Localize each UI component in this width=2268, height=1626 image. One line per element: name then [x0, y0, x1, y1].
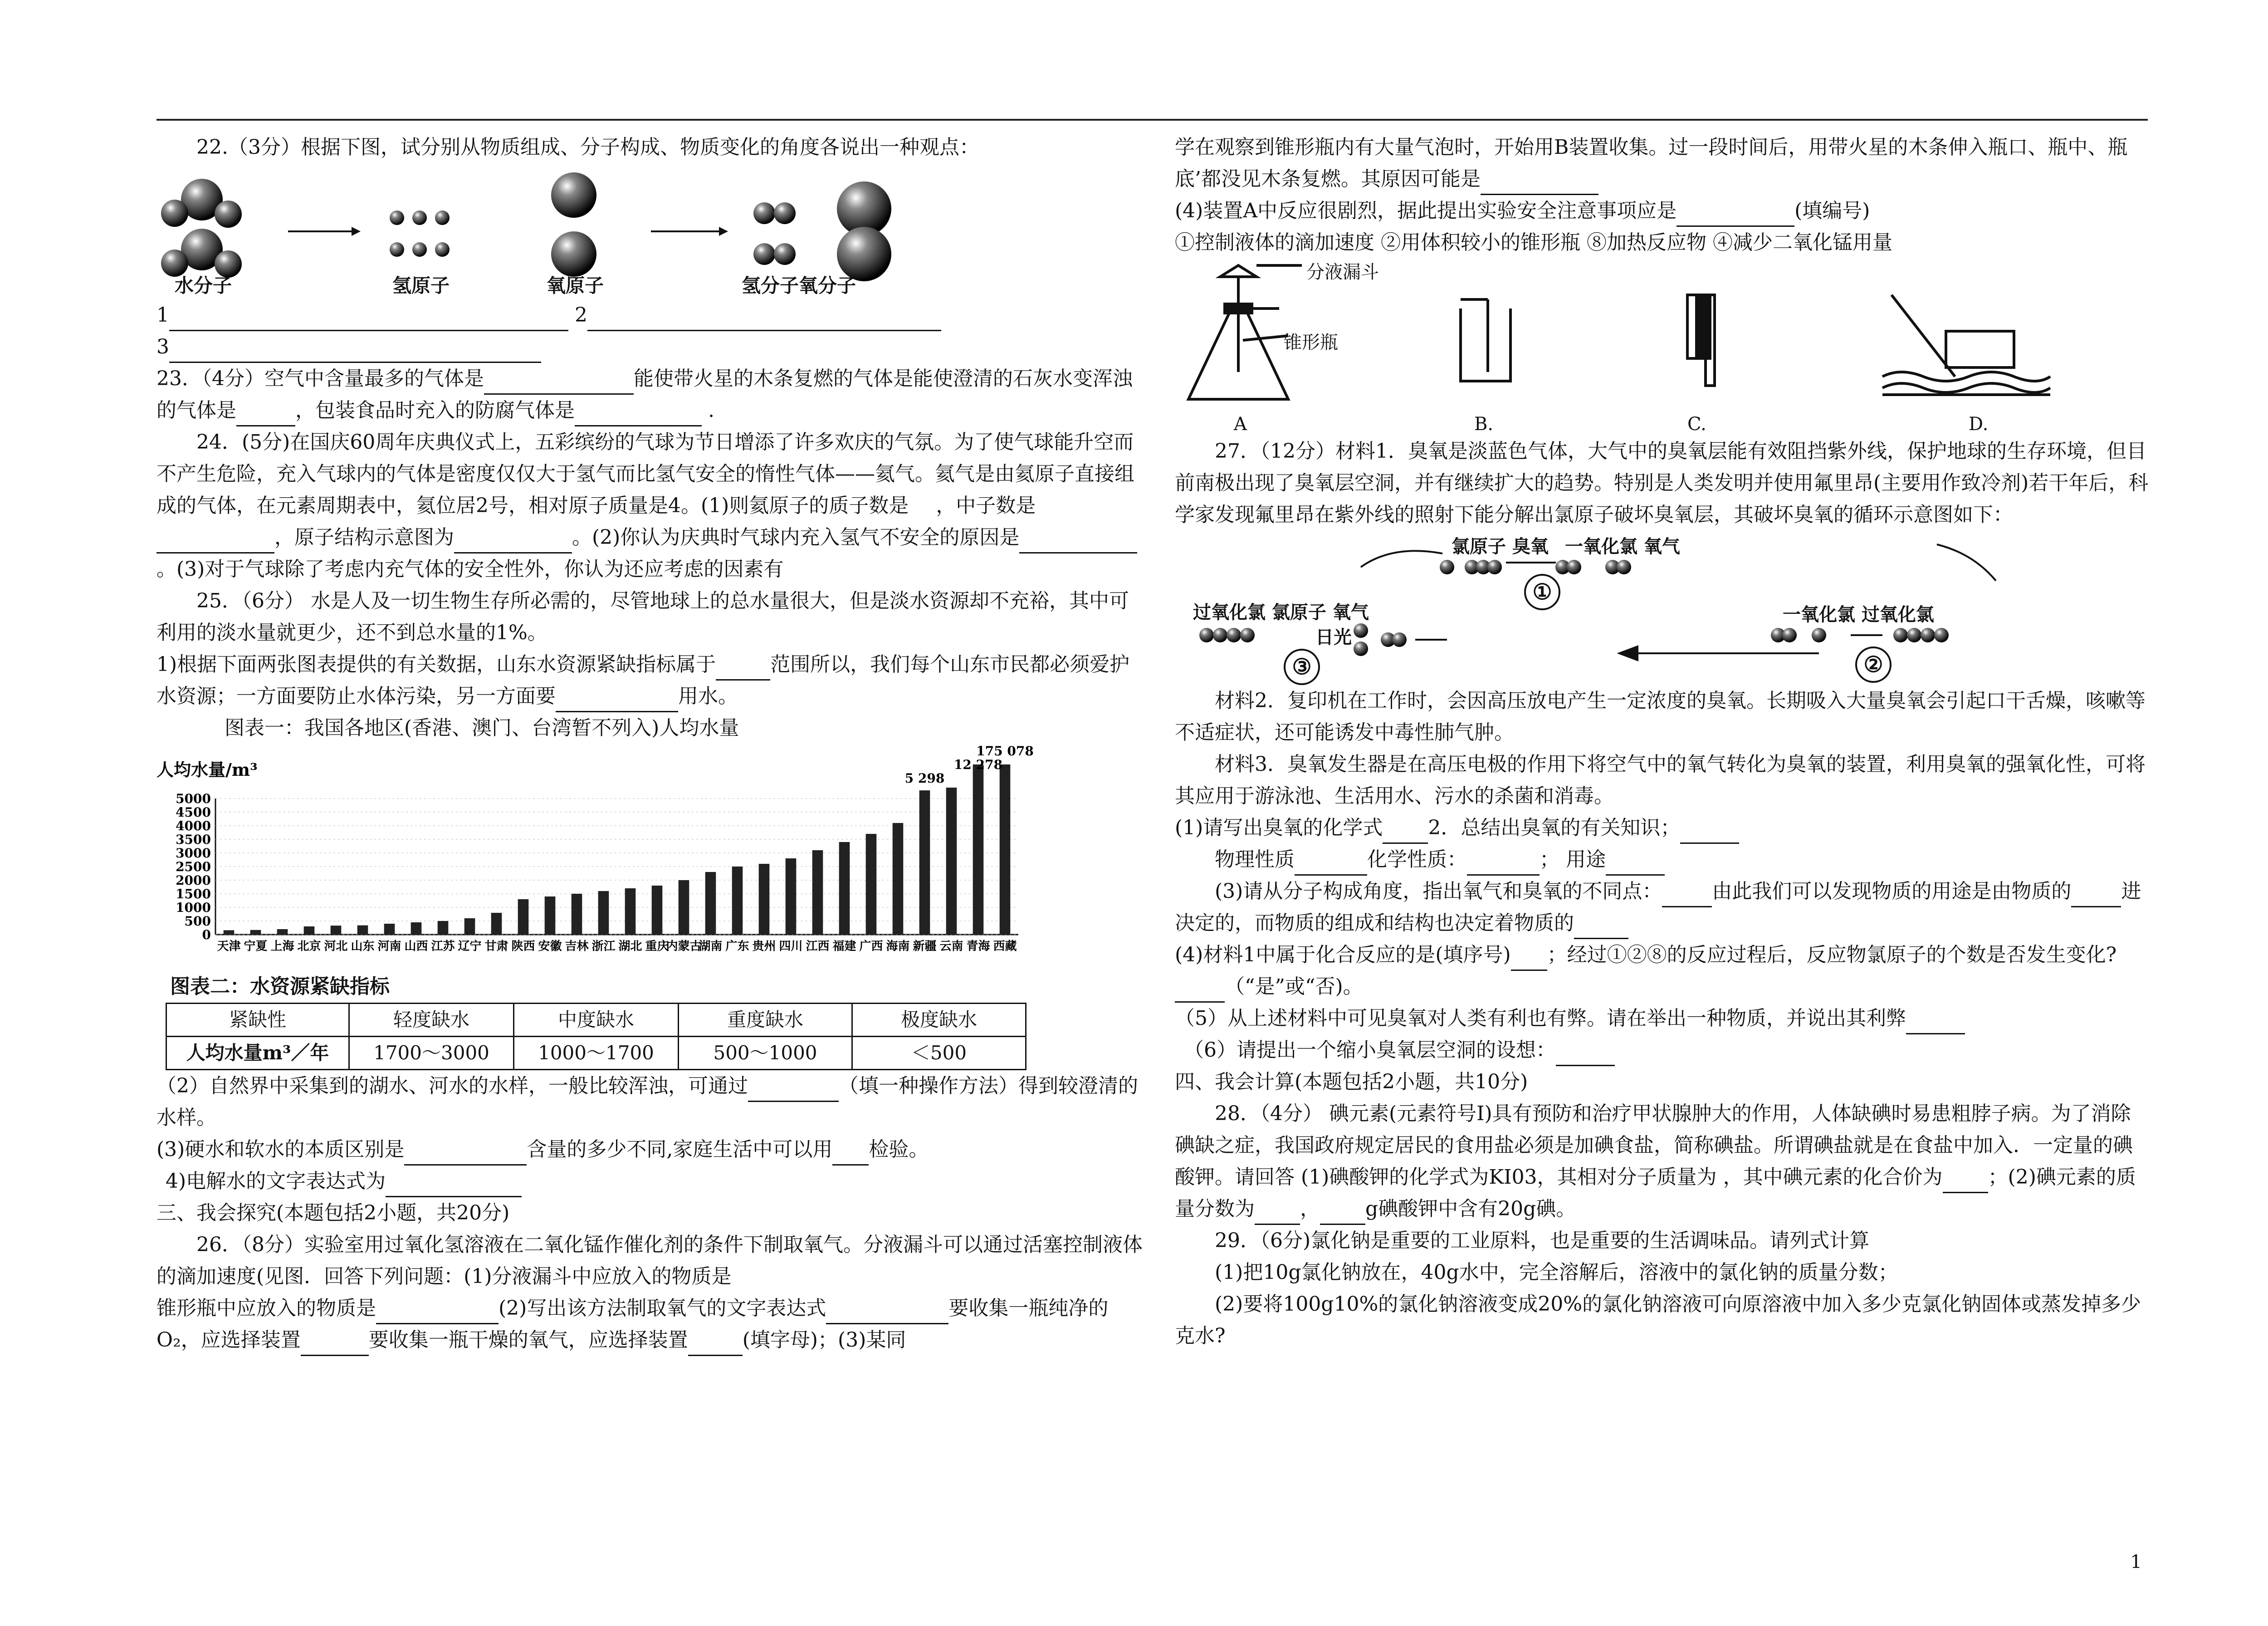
q27-blank-10[interactable] — [1175, 978, 1225, 1003]
q25-part2: （2）自然界中采集到的湖水、河水的水样，一般比较浑浊，可通过 （填一种操作方法）得到较澄清的水样。 — [156, 1074, 1138, 1129]
q24: 24．(5分)在国庆60周年庆典仪式上，五彩缤纷的气球为节日增添了许多欢庆的气氛。为了使气球能升空而不产生危险，充入气球内的气体是密度仅仅大于氢气而比氢气安全的惰性气体——氦气。氦气是由氦原子直接组成的气体，在元素周期表中，氦位居2号，相对原子质量是4。(1)则氦原子的质子数是 ，中子数是，原子结构示意图为 。(2)你认为庆典时气球内充入氢气不安全的原因是。(3)对于气球除了考虑内充气体的安全性外，你认为还应考虑的因素有 — [156, 426, 1143, 585]
water-per-capita-chart — [156, 744, 1041, 971]
q27-q4: (4)材料1中属于化合反应的是(填序号) ；经过①②⑧的反应过程后，反应物氯原子的个数是否发生变化?（“是”或“否)。 — [1175, 939, 2150, 1003]
bar — [411, 922, 422, 935]
x-tick-label: 上海 — [270, 940, 294, 953]
water-molecule-1 — [161, 179, 242, 228]
table-header: 轻度缺水 — [349, 1004, 514, 1037]
bar — [973, 764, 984, 935]
bar — [679, 880, 689, 935]
q23-blank-1[interactable] — [484, 370, 634, 395]
bar — [786, 858, 797, 935]
table-cell: 500～1000 — [679, 1037, 852, 1070]
x-tick-label: 福建 — [832, 940, 856, 953]
molecule-diagram — [156, 163, 1143, 299]
y-tick-label: 500 — [184, 914, 211, 929]
x-tick-label: 海南 — [886, 940, 910, 953]
x-tick-label: 辽宁 — [458, 940, 482, 953]
bar — [893, 823, 904, 935]
cycle-label-left: 过氧化氯 氯原子 氧气 — [1193, 602, 1369, 623]
q27-q3: (3)请从分子构成角度，指出氧气和臭氧的不同点： 由此我们可以发现物质的用途是由物质的 进决定的，而物质的组成和结构也决定着物质的 — [1175, 876, 2150, 939]
x-tick-label: 吉林 — [565, 940, 589, 953]
data-label: 5 298 — [904, 771, 945, 786]
bar — [331, 926, 342, 935]
table-header: 中度缺水 — [514, 1004, 679, 1037]
oxygen-atom-label: 氧原子 — [547, 274, 604, 297]
funnel-label: 分液漏斗 — [1306, 262, 1379, 283]
q26-part-g: 学在观察到锥形瓶内有大量气泡时，开始用B装置收集。过一段时间后，用带火星的木条伸入瓶口、瓶中、瓶底’都没见木条复燃。其原因可能是 — [1175, 132, 2150, 195]
q26-blank-2[interactable] — [826, 1299, 948, 1324]
table-header: 紧缺性 — [166, 1004, 349, 1037]
molecules-label: 氢分子氧分子 — [742, 274, 856, 297]
table-header-row — [166, 1004, 1026, 1037]
oxygen-molecule — [837, 181, 891, 281]
bar — [946, 788, 957, 935]
bar — [705, 872, 716, 935]
x-tick-label: 陕西 — [511, 940, 535, 953]
cycle-label-right: 一氧化氯 过氧化氯 — [1783, 604, 1934, 625]
x-tick-label: 新疆 — [913, 940, 937, 953]
x-tick-label: 西藏 — [993, 940, 1017, 953]
arrow-2 — [651, 227, 728, 236]
hydrogen-molecules — [753, 202, 796, 265]
ozone-cycle-diagram — [1193, 531, 2150, 685]
bar — [438, 921, 449, 935]
q26-part-h: (4)装置A中反应很剧烈，据此提出实验安全注意事项应是 (填编号) — [1175, 195, 2150, 227]
apparatus-d — [1882, 295, 2050, 395]
q25-blank-4[interactable] — [404, 1141, 527, 1166]
y-tick-label: 0 — [202, 927, 211, 942]
q26-blank-1[interactable] — [376, 1299, 499, 1324]
x-tick-label: 天津 — [217, 940, 241, 953]
x-tick-label: 浙江 — [591, 940, 616, 953]
cycle-label-top2: 一氧化氯 氧气 — [1565, 536, 1680, 557]
q29-intro: 29．（6分)氯化钠是重要的工业原料，也是重要的生活调味品。请列式计算 — [1215, 1229, 1870, 1252]
x-tick-label: 重庆 — [645, 940, 669, 953]
x-tick-label: 湖北 — [618, 940, 642, 953]
q27-material-1: 27．（12分）材料1．臭氧是淡蓝色气体，大气中的臭氧层能有效阻挡紫外线，保护地球的生存环境，但目前南极出现了臭氧层空洞，并有继续扩大的趋势。特别是人类发明并使用氟里昂(主要用作致冷剂)若干年后，科学家发现氟里昂在紫外线的照射下能分解出氯原子破坏臭氧层，其破坏臭氧的循环示意图如下： — [1175, 440, 2149, 526]
q27-blank-6[interactable] — [1662, 882, 1712, 907]
q22-blank-1[interactable] — [169, 306, 568, 331]
q24-blank-2[interactable] — [454, 529, 572, 553]
q23: 23．（4分）空气中含量最多的气体是 能使带火星的木条复燃的气体是能使澄清的石灰水变浑浊的气体是 ，包装食品时充入的防腐气体是 . — [156, 363, 1143, 426]
chart1-caption: 图表一：我国各地区(香港、澳门、台湾暂不列入)人均水量 — [225, 716, 739, 740]
q27-blank-4[interactable] — [1467, 851, 1540, 876]
q27-q6: （6）请提出一个缩小臭氧层空洞的设想： — [1175, 1034, 2150, 1066]
bar — [464, 918, 475, 935]
q27-q2: 物理性质 化学性质： ； 用途 — [1175, 844, 2150, 876]
q27-blank-1[interactable] — [1383, 819, 1428, 844]
q29-part-2: (2)要将100g10%的氯化钠溶液变成20%的氯化钠溶液可向原溶液中加入多少克氯化钠固体或蒸发掉多少克水? — [1175, 1293, 2141, 1347]
table-row — [166, 1037, 1026, 1070]
apparatus-label-a: A — [1234, 414, 1247, 435]
q26-part-b: 锥形瓶中应放入的物质是 (2)写出该方法制取氧气的文字表达式 要收集一瓶纯净的O₂，应选择装置 要收集一瓶干燥的氧气，应选择装置 (填字母)；(3)某同 — [156, 1293, 1143, 1356]
bar — [518, 899, 529, 935]
q25-blank-2[interactable] — [556, 687, 678, 712]
table-cell: 人均水量m³／年 — [166, 1037, 349, 1070]
q26-blank-4[interactable] — [688, 1331, 743, 1356]
q28: 28．（4分） 碘元素(元素符号I)具有预防和治疗甲状腺肿大的作用，人体缺碘时易患粗脖子病。为了消除碘缺之症，我国政府规定居民的食用盐必须是加碘食盐，简称碘盐。所谓碘盐就是在食盐中加入．一定量的碘酸钾。请回答 (1)碘酸钾的化学式为KI03，其相对分子质量为 ，其中碘元素的化合价为 ；(2)碘元素的质量分数为 ， g碘酸钾中含有20g碘。 — [1175, 1098, 2150, 1225]
q27-blank-8[interactable] — [1574, 914, 1628, 939]
q29-part-1: (1)把10g氯化钠放在，40g水中，完全溶解后，溶液中的氯化钠的质量分数； — [1215, 1261, 1898, 1284]
table-header: 极度缺水 — [852, 1004, 1026, 1037]
x-tick-label: 广东 — [725, 940, 749, 953]
right-column — [1175, 132, 2150, 1352]
bar — [250, 930, 261, 935]
q22-answer-line-3: 3 — [156, 331, 1143, 363]
cycle-label-top: 氯原子 臭氧 — [1452, 536, 1549, 557]
section-4-heading: 四、我会计算(本题包括2小题，共10分) — [1175, 1070, 1528, 1093]
q22-answer-lines-12: 1 2 — [156, 299, 1143, 331]
y-tick-label: 1500 — [176, 886, 211, 901]
y-tick-label: 4000 — [176, 818, 211, 833]
q28-blank-2[interactable] — [1255, 1200, 1300, 1225]
x-tick-label: 江苏 — [431, 940, 455, 953]
page-number: 1 — [2130, 1552, 2142, 1572]
chart-title: 人均水量/m³ — [156, 759, 258, 780]
header-rule — [156, 119, 2148, 121]
q25-blank-1[interactable] — [716, 656, 770, 681]
q27-material-3: 材料3．臭氧发生器是在高压电极的作用下将空气中的氧气转化为臭氧的装置，利用臭氧的强氧化性，可将其应用于游泳池、生活用水、污水的杀菌和消毒。 — [1175, 753, 2146, 808]
q26-blank-6[interactable] — [1677, 202, 1794, 227]
q26-options: ①控制液体的滴加速度 ②用体积较小的锥形瓶 ⑧加热反应物 ④减少二氧化锰用量 — [1175, 231, 1892, 254]
q27-q5: （5）从上述材料中可见臭氧对人类有利也有弊。请在举出一种物质，并说出其利弊 — [1175, 1003, 2150, 1034]
apparatus-label-d: D. — [1969, 414, 1989, 435]
q27-blank-12[interactable] — [1556, 1041, 1615, 1066]
q27-blank-5[interactable] — [1606, 851, 1665, 876]
q27-material-2: 材料2．复印机在工作时，会因高压放电产生一定浓度的臭氧。长期吸入大量臭氧会引起口干舌燥，咳嗽等不适症状，还可能诱发中毒性肺气肿。 — [1175, 689, 2146, 744]
left-column — [156, 132, 1143, 1356]
x-tick-label: 甘肃 — [484, 940, 508, 953]
x-tick-label: 河南 — [377, 940, 401, 953]
q25-part4: 4)电解水的文字表达式为 — [156, 1166, 1143, 1197]
y-tick-label: 3500 — [176, 832, 211, 847]
x-tick-label: 贵州 — [752, 940, 776, 953]
bar — [1000, 764, 1011, 935]
x-tick-label: 山东 — [351, 940, 375, 953]
table-cell: ＜500 — [852, 1037, 1026, 1070]
q25-blank-3[interactable] — [748, 1077, 839, 1102]
section-3-heading: 三、我会探究(本题包括2小题，共20分) — [156, 1201, 510, 1224]
y-tick-label: 5000 — [176, 791, 211, 806]
q26-part-a: 26．（8分）实验室用过氧化氢溶液在二氧化锰作催化剂的条件下制取氧气。分液漏斗可以通过活塞控制液体的滴加速度(见图．回答下列问题：(1)分液漏斗中应放入的物质是 — [156, 1233, 1143, 1288]
table-header: 重度缺水 — [679, 1004, 852, 1037]
water-scarcity-table — [166, 1003, 1026, 1070]
q23-blank-2[interactable] — [236, 402, 295, 426]
x-tick-label: 江西 — [806, 940, 830, 953]
bar — [732, 867, 743, 935]
bar — [304, 926, 315, 935]
x-tick-label: 北京 — [297, 940, 321, 953]
q23-blank-3[interactable] — [575, 402, 702, 426]
q25-part1: 1)根据下面两张图表提供的有关数据，山东水资源紧缺指标属于 范围所以，我们每个山东市民都必须爱护水资源；一方面要防止水体污染，另一方面要 用水。 — [156, 649, 1143, 712]
y-tick-label: 1000 — [176, 900, 211, 915]
q25-part3: (3)硬水和软水的本质区别是 含量的多少不同,家庭生活中可以用 检验。 — [156, 1134, 1143, 1166]
bar — [919, 790, 930, 935]
step-2-marker: ② — [1855, 646, 1892, 683]
q25-blank-5[interactable] — [832, 1141, 869, 1166]
step-3-marker: ③ — [1284, 649, 1320, 685]
bar — [357, 926, 368, 935]
q27-blank-11[interactable] — [1906, 1009, 1965, 1034]
oxygen-atoms — [551, 172, 596, 277]
q27-q1: (1)请写出臭氧的化学式 2．总结出臭氧的有关知识； — [1175, 812, 2150, 844]
x-tick-label: 云南 — [939, 940, 963, 953]
apparatus-b — [1461, 299, 1510, 381]
q26-blank-3[interactable] — [301, 1331, 369, 1356]
q26-blank-5[interactable] — [1481, 170, 1598, 195]
x-tick-label: 湖南 — [699, 940, 723, 953]
bar — [224, 930, 235, 935]
x-tick-label: 安徽 — [538, 940, 562, 953]
bar — [384, 924, 395, 935]
data-label: 12 278 — [953, 757, 1003, 772]
q22-blank-3[interactable] — [169, 338, 541, 363]
x-tick-label: 河北 — [324, 940, 348, 953]
q22-molecule-figure — [156, 163, 1143, 299]
data-label: 175 078 — [976, 744, 1034, 759]
x-tick-label: 青海 — [966, 940, 990, 953]
bar — [491, 913, 502, 935]
bar — [866, 834, 877, 935]
bar — [812, 850, 823, 935]
apparatus-label-b: B. — [1474, 414, 1494, 435]
x-tick-label: 山西 — [404, 940, 428, 953]
q24-blank-3[interactable] — [1019, 529, 1137, 553]
bar — [598, 891, 609, 935]
x-tick-label: 四川 — [779, 940, 803, 953]
bar — [572, 894, 582, 935]
arrow-1 — [288, 227, 361, 236]
q24-blank-1[interactable] — [156, 529, 274, 553]
bar — [839, 842, 850, 935]
cycle-label-light: 日光 — [1315, 627, 1352, 648]
water-chart-container — [156, 744, 1143, 971]
bar — [277, 929, 288, 935]
hydrogen-atoms — [390, 211, 450, 257]
q22-blank-2[interactable] — [587, 306, 941, 331]
x-tick-label: 内蒙古 — [666, 940, 702, 953]
q27-blank-7[interactable] — [2071, 882, 2121, 907]
q27-blank-2[interactable] — [1680, 819, 1739, 844]
table-caption: 图表二：水资源紧缺指标 — [170, 975, 390, 998]
step-1-marker: ① — [1524, 574, 1560, 610]
y-tick-label: 3000 — [176, 846, 211, 861]
water-molecule-label: 水分子 — [175, 274, 232, 297]
table-cell: 1700～3000 — [349, 1037, 514, 1070]
q28-blank-3[interactable] — [1320, 1200, 1365, 1225]
bar — [545, 896, 556, 935]
y-tick-label: 2500 — [176, 859, 211, 874]
q22-text: 22.（3分）根据下图，试分别从物质组成、分子构成、物质变化的角度各说出一种观点： — [196, 136, 979, 159]
apparatus-label-c: C. — [1687, 414, 1706, 435]
q27-blank-3[interactable] — [1295, 851, 1367, 876]
q28-blank-1[interactable] — [1943, 1168, 1988, 1193]
y-tick-label: 2000 — [176, 873, 211, 888]
apparatus-c — [1687, 295, 1715, 386]
hydrogen-atom-label: 氢原子 — [392, 274, 450, 297]
table-cell: 1000～1700 — [514, 1037, 679, 1070]
apparatus-figure — [1175, 259, 2150, 436]
q25-intro: 25．（6分） 水是人及一切生物生存所必需的，尽管地球上的总水量很大，但是淡水资源却不充裕，其中可利用的淡水量就更少，还不到总水量的1%。 — [156, 589, 1129, 644]
bar — [625, 888, 636, 935]
bar — [652, 886, 663, 935]
x-tick-label: 宁夏 — [244, 940, 268, 953]
bar — [759, 864, 770, 935]
y-tick-label: 4500 — [176, 805, 211, 820]
flask-label: 锥形瓶 — [1284, 332, 1338, 353]
x-tick-label: 广西 — [859, 940, 883, 953]
q27-blank-9[interactable] — [1511, 946, 1547, 971]
q25-blank-6[interactable] — [386, 1172, 522, 1197]
